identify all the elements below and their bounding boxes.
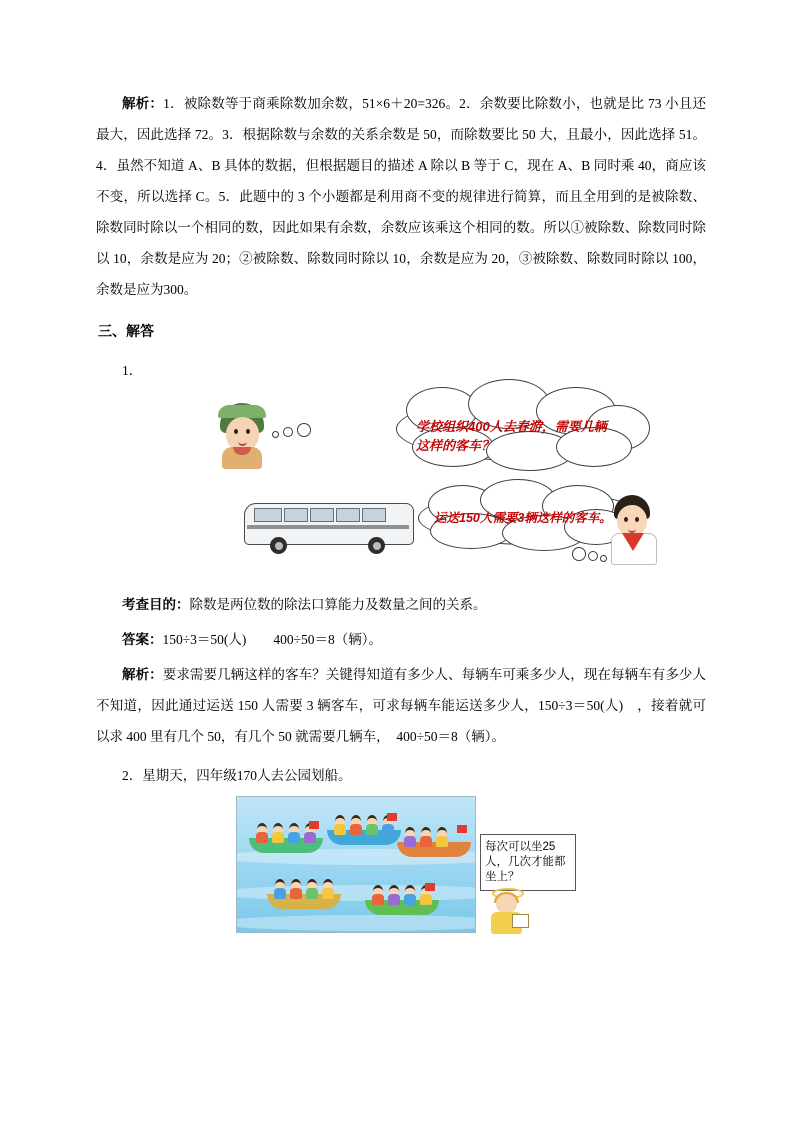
analysis-label-item1: 解析： [122,667,163,682]
girl-bubble-dots-icon [272,421,332,441]
answer-text: 150÷3＝50(人) 400÷50＝8（辆）。 [162,632,383,647]
bus-figure [206,391,676,581]
speech-cloud-1-text: 学校组织400人去春游，需要几辆这样的客车？ [416,419,607,453]
analysis-label-top: 解析： [122,96,164,111]
analysis-paragraph-item1 [96,659,706,752]
item-1-number: 1． [122,363,143,378]
boat-illustration [236,796,476,933]
purpose-text: 除数是两位数的除法口算能力及数量之间的关系。 [189,597,487,612]
boat-item [397,827,471,857]
boat-figure [236,796,566,938]
boat-item [327,815,401,845]
boat-item [249,823,323,853]
item-2-text: 2．星期天，四年级170人去公园划船。 [122,768,352,783]
teacher-character-icon [488,888,532,934]
girl-character-icon [216,403,268,465]
analysis-text-item1: 要求需要几辆这样的客车？关键得知道有多少人、每辆车可乘多少人，现在每辆车有多少人不知道，因此通过运送 150 人需要 3 辆客车，可求每辆车能运送多少人，150÷3＝50(人) ，接着就可以求 400 里有几个 50，有几个 50 就需要几辆车， 400÷50＝8（辆）。 [96,667,706,744]
answer-label: 答案： [122,632,163,647]
answer-paragraph [96,624,706,655]
boat-item [267,879,341,909]
analysis-text-top: 1．被除数等于商乘除数加余数，51×6＋20=326。2．余数要比除数小，也就是比 73 小且还最大，因此选择 72。3．根据除数与余数的关系余数是 50，而除数要比 50 大，且最小，因此选择 51。4．虽然不知道 A、B 具体的数据，但根据题目的描述 A 除以 B 等于 C，现在 A、B 同时乘 40，商应该不变，所以选择 C。5．此题中的 3 个小题都是利用商不变的规律进行简算，而且全用到的是被除数、除数同时除以一个相同的数，因此如果有余数，余数应该乘这个相同的数。所以①被除数、除数同时除以 10，余数是应为 20；②被除数、除数同时除以 10，余数是应为 20，③被除数、除数同时除以 100，余数是应为300。 [96,96,706,297]
boy-character-icon [604,495,662,565]
purpose-paragraph [96,589,706,620]
purpose-label: 考查目的： [122,597,190,612]
boat-item [365,885,439,915]
boat-caption-text: 每次可以坐25人，几次才能都坐上？ [480,834,576,891]
bus-icon [244,499,412,555]
document-content [96,88,706,946]
speech-cloud-2-text: 运送150人需要3辆这样的客车。 [434,511,612,525]
section-heading: 三、解答 [98,325,154,340]
analysis-paragraph-top [96,88,706,305]
